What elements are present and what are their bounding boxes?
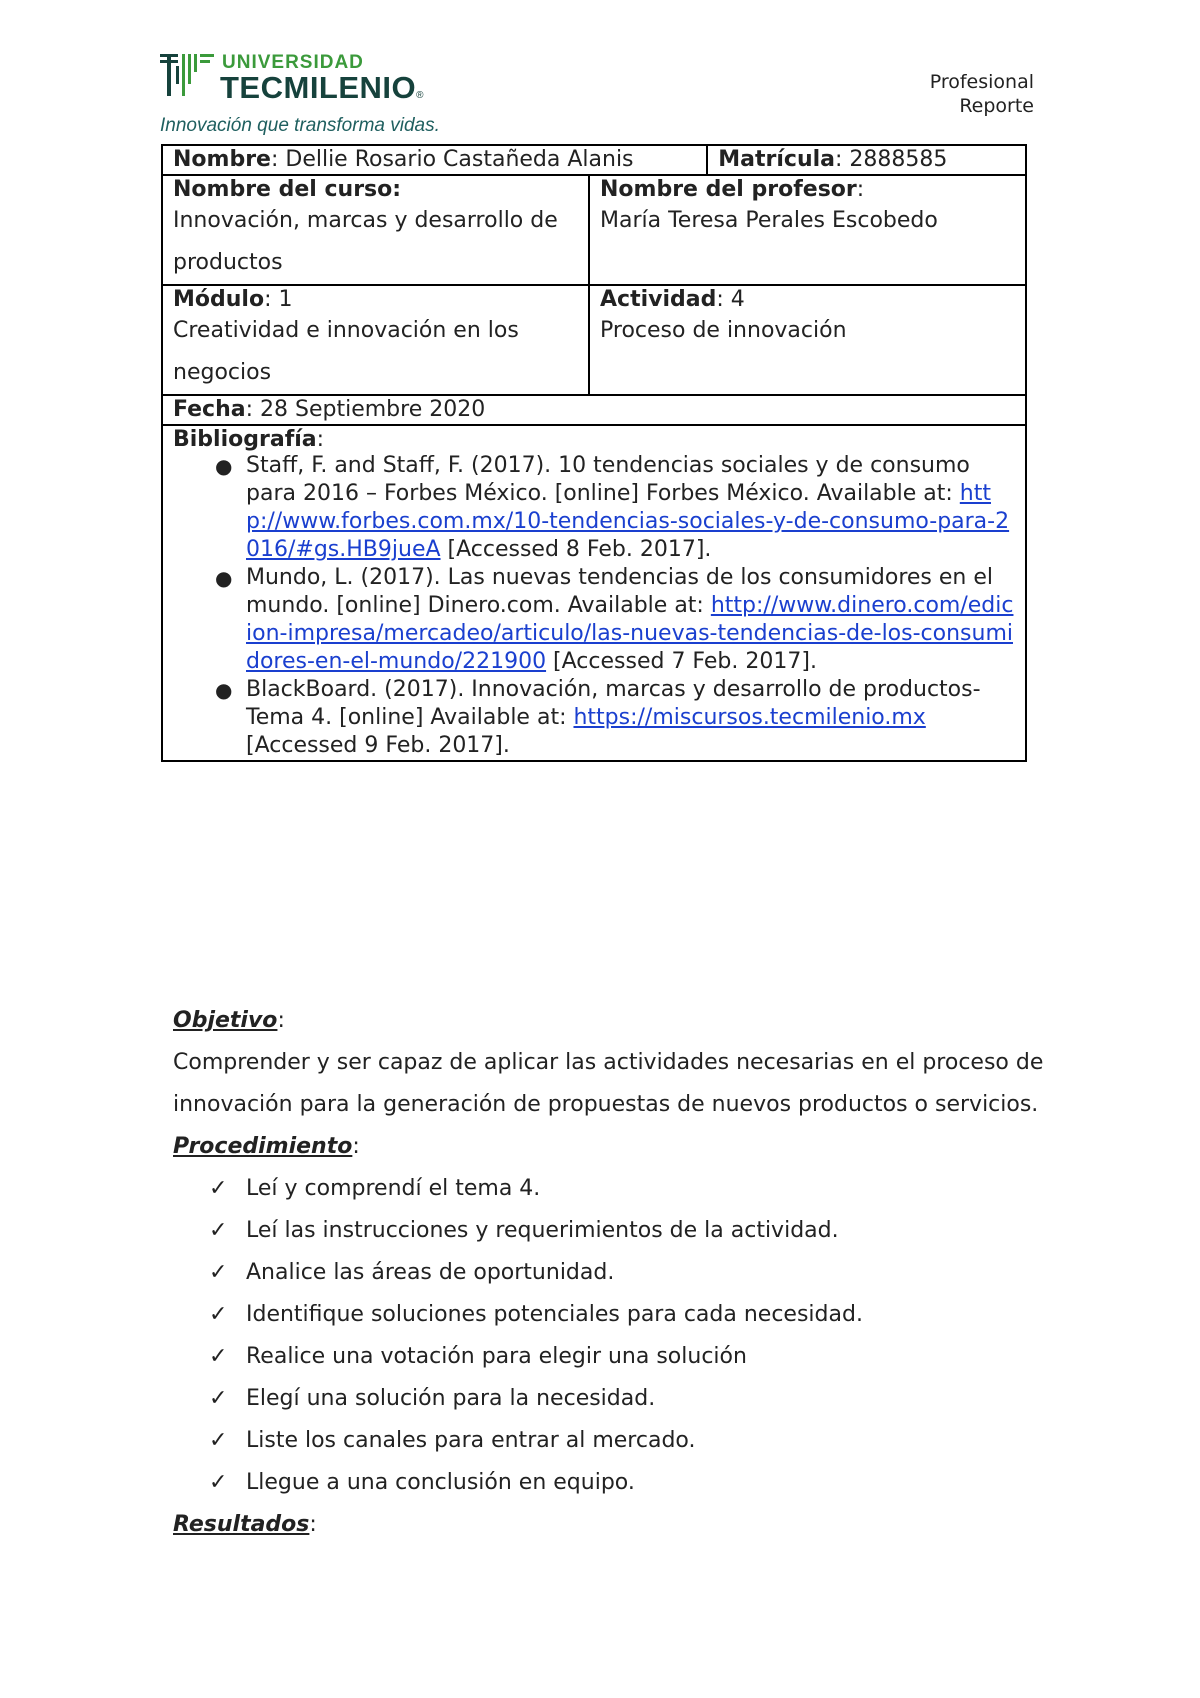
resultados-section: [173, 1504, 1053, 1546]
list-item: ✓ Leí las instrucciones y requerimientos de la actividad.: [173, 1210, 1053, 1252]
matricula-cell: [707, 145, 1026, 175]
list-item: ✓ Liste los canales para entrar al mercado.: [173, 1420, 1053, 1462]
nombre-value: : Dellie Rosario Castañeda Alanis: [270, 147, 634, 172]
bullet-icon: ●: [215, 566, 233, 590]
list-item: ✓ Analice las áreas de oportunidad.: [173, 1252, 1053, 1294]
check-icon: ✓: [209, 1176, 228, 1201]
bullet-icon: ●: [215, 678, 233, 702]
nombre-cell: [162, 145, 707, 175]
bibliografia-colon: :: [316, 427, 325, 452]
resultados-colon: :: [309, 1512, 317, 1537]
objetivo-colon: :: [277, 1008, 285, 1033]
bullet-icon: ●: [215, 454, 233, 478]
university-logo: [160, 50, 440, 140]
procedimiento-list: [173, 1168, 1053, 1504]
table-row: [162, 425, 1026, 761]
check-icon: ✓: [209, 1218, 228, 1243]
check-icon: ✓: [209, 1386, 228, 1411]
list-item: ✓ Identifique soluciones potenciales para cada necesidad.: [173, 1294, 1053, 1336]
header-profesional: Profesional: [929, 71, 1034, 93]
check-icon: ✓: [209, 1470, 228, 1495]
profesor-label: Nombre del profesor: [600, 177, 857, 202]
fecha-label: Fecha: [173, 397, 246, 422]
resultados-title: Resultados: [173, 1512, 310, 1537]
profesor-colon: :: [856, 177, 865, 202]
tecmilenio-logo-icon: [160, 50, 220, 110]
logo-university-text: UNIVERSIDAD: [222, 52, 364, 73]
objetivo-section: [173, 1000, 1053, 1126]
student-info-table: [161, 144, 1027, 762]
header-reporte: Reporte: [959, 95, 1034, 117]
curso-cell: [162, 175, 589, 285]
profesor-value: María Teresa Perales Escobedo: [600, 208, 938, 233]
bibliography-list: [173, 452, 1015, 760]
bibliography-link[interactable]: https://miscursos.tecmilenio.mx: [573, 705, 926, 730]
modulo-cell: [162, 285, 589, 395]
fecha-cell: [162, 395, 1026, 425]
table-row: [162, 285, 1026, 395]
modulo-value: : 1: [264, 287, 293, 312]
matricula-label: Matrícula: [718, 147, 836, 172]
bibliografia-label: Bibliografía: [173, 427, 317, 452]
list-item: ✓ Elegí una solución para la necesidad.: [173, 1378, 1053, 1420]
header-right: [930, 70, 1034, 118]
procedimiento-section: [173, 1126, 1053, 1504]
procedimiento-title: Procedimiento: [173, 1134, 353, 1159]
check-icon: ✓: [209, 1428, 228, 1453]
curso-value: Innovación, marcas y desarrollo de productos: [173, 208, 558, 275]
bibliography-link[interactable]: http://www.dinero.com/edicion-impresa/mercadeo/articulo/las-nuevas-tendencias-de-los-consumidores-en-el-mundo/221900: [246, 593, 1014, 674]
objetivo-text: Comprender y ser capaz de aplicar las actividades necesarias en el proceso de innovación para la generación de propuestas de nuevos productos o servicios.: [173, 1050, 1044, 1117]
check-icon: ✓: [209, 1302, 228, 1327]
procedimiento-colon: :: [352, 1134, 360, 1159]
matricula-value: : 2888585: [835, 147, 948, 172]
modulo-label: Módulo: [173, 287, 265, 312]
check-icon: ✓: [209, 1260, 228, 1285]
profesor-cell: [589, 175, 1026, 285]
fecha-value: : 28 Septiembre 2020: [245, 397, 486, 422]
bibliography-link[interactable]: http://www.forbes.com.mx/10-tendencias-sociales-y-de-consumo-para-2016/#gs.HB9jueA: [246, 481, 1010, 562]
actividad-desc: Proceso de innovación: [600, 318, 847, 343]
table-row: [162, 145, 1026, 175]
actividad-label: Actividad: [600, 287, 717, 312]
list-item: ● Mundo, L. (2017). Las nuevas tendencias de los consumidores en el mundo. [online] Dinero.com. Available at: http://www.dinero.com/edicion-impresa/mercadeo/articulo/las-nuevas-tendencias-de-los-consumidores-en-el-mundo/221900 [Accessed 7 Feb. 2017].: [215, 565, 1014, 674]
modulo-desc: Creatividad e innovación en los negocios: [173, 318, 519, 385]
list-item: ✓ Llegue a una conclusión en equipo.: [173, 1462, 1053, 1504]
actividad-cell: [589, 285, 1026, 395]
list-item: ● Staff, F. and Staff, F. (2017). 10 tendencias sociales y de consumo para 2016 – Forbes México. [online] Forbes México. Available at: http://www.forbes.com.mx/10-tendencias-sociales-y-de-consumo-para-2016/#gs.HB9jueA [Accessed 8 Feb. 2017].: [215, 453, 1010, 562]
bibliografia-cell: [162, 425, 1026, 761]
objetivo-title: Objetivo: [173, 1008, 278, 1033]
curso-label: Nombre del curso:: [173, 177, 402, 202]
list-item: ✓ Realice una votación para elegir una solución: [173, 1336, 1053, 1378]
nombre-label: Nombre: [173, 147, 271, 172]
actividad-value: : 4: [716, 287, 745, 312]
table-row: [162, 395, 1026, 425]
table-row: [162, 175, 1026, 285]
list-item: ● BlackBoard. (2017). Innovación, marcas y desarrollo de productos- Tema 4. [online] Available at: https://miscursos.tecmilenio.mx [Accessed 9 Feb. 2017].: [215, 677, 981, 758]
logo-brand-text: TECMILENIO®: [220, 70, 425, 105]
logo-tagline: Innovación que transforma vidas.: [160, 115, 440, 136]
list-item: ✓ Leí y comprendí el tema 4.: [173, 1168, 1053, 1210]
check-icon: ✓: [209, 1344, 228, 1369]
